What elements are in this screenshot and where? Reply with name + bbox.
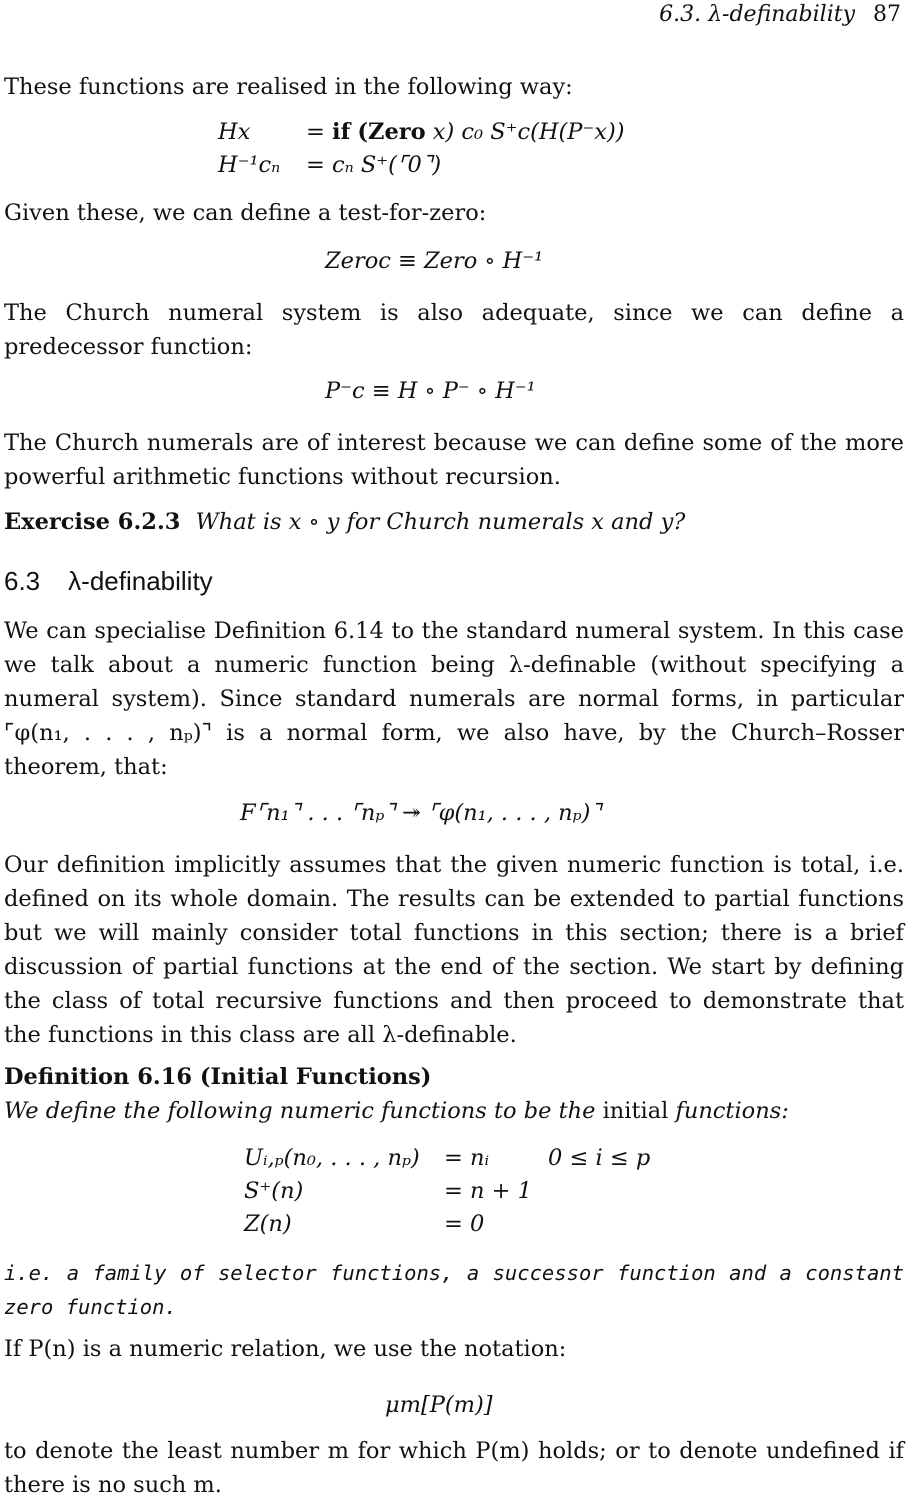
initial-function-row: Uᵢ,ₚ(n₀, . . . , nₚ) = nᵢ 0 ≤ i ≤ p (244, 1145, 651, 1171)
equation-mu: μm[P(m)] (385, 1392, 493, 1418)
paragraph-predecessor: The Church numeral system is also adequate, since we can define a predecessor function: (4, 300, 904, 360)
paragraph-given: Given these, we can define a test-for-zero: (4, 200, 487, 226)
eq-h-zero: (Zero (357, 119, 426, 145)
eq-h-if: if (332, 119, 351, 145)
eq-h-x: x) (425, 119, 455, 145)
definition-label: Definition 6.16 (Initial Functions) (4, 1064, 432, 1090)
definition-note: i.e. a family of selector functions, a successor function and a constant zero function. (4, 1261, 904, 1319)
eq-h-rest: c₀ S⁺c(H(P⁻x)) (454, 119, 625, 145)
initial-functions-table (244, 1142, 650, 1241)
exercise-label: Exercise 6.2.3 (4, 509, 181, 535)
paragraph-specialise: We can specialise Definition 6.14 to the standard numeral system. In this case we talk about a numeric function being λ-definable (without specifying a numeral system). Since standard numerals are normal forms, in particular ⌜φ(n₁, . . . , nₚ)⌝ is a normal form, we also have, by the Church–Rosser theorem, that: (4, 618, 904, 780)
equation-zero-c: Zeroc ≡ Zero ∘ H⁻¹ (325, 248, 544, 274)
eq-hinv-rhs: = cₙ S⁺(⌜0⌝) (306, 152, 442, 178)
paragraph-notation: If P(n) is a numeric relation, we use the notation: (4, 1336, 567, 1362)
section-title: λ-definability (68, 566, 213, 596)
eq-hinv-lhs: H⁻¹cₙ (218, 152, 281, 178)
exercise (4, 505, 904, 539)
paragraph-least-number: to denote the least number m for which P(m) holds; or to denote undefined if there is no such m. (4, 1438, 904, 1498)
paragraph-realised: These functions are realised in the following way: (4, 74, 573, 100)
exercise-text: What is x ∘ y for Church numerals x and y? (195, 509, 686, 535)
initial-function-row: S⁺(n) = n + 1 (244, 1178, 532, 1204)
running-header (659, 2, 901, 27)
equation-church-rosser: F⌜n₁⌝ . . . ⌜nₚ⌝ ↠ ⌜φ(n₁, . . . , nₚ)⌝ (240, 800, 601, 826)
section-heading (4, 566, 213, 597)
eq-h-lhs: Hx (218, 119, 251, 145)
page-number: 87 (873, 2, 901, 27)
initial-function-row: Z(n) = 0 (244, 1211, 485, 1237)
definition-intro-a: We define the following numeric functions to be the (4, 1098, 596, 1124)
equation-predecessor: P⁻c ≡ H ∘ P⁻ ∘ H⁻¹ (325, 378, 536, 404)
equation-h-definitions: Hx = if (Zero x) c₀ S⁺c(H(P⁻x)) H⁻¹cₙ = cₙ S⁺(⌜0⌝) (218, 116, 625, 182)
definition-intro (4, 1094, 904, 1128)
paragraph-definition-total: Our definition implicitly assumes that the given numeric function is total, i.e. defined on its whole domain. The results can be extended to partial functions but we will mainly consider total functions in this section; there is a brief discussion of partial functions at the end of the section. We start by defining the class of total recursive functions and then proceed to demonstrate that the functions in this class are all λ-definable. (4, 852, 904, 1048)
section-number: 6.3 (4, 566, 41, 596)
definition-intro-b: initial (602, 1098, 669, 1124)
definition-heading (4, 1060, 904, 1094)
paragraph-interest: The Church numerals are of interest because we can define some of the more powerful arithmetic functions without recursion. (4, 430, 904, 490)
header-section: 6.3. λ-definability (659, 2, 855, 27)
definition-intro-c: functions: (675, 1098, 789, 1124)
